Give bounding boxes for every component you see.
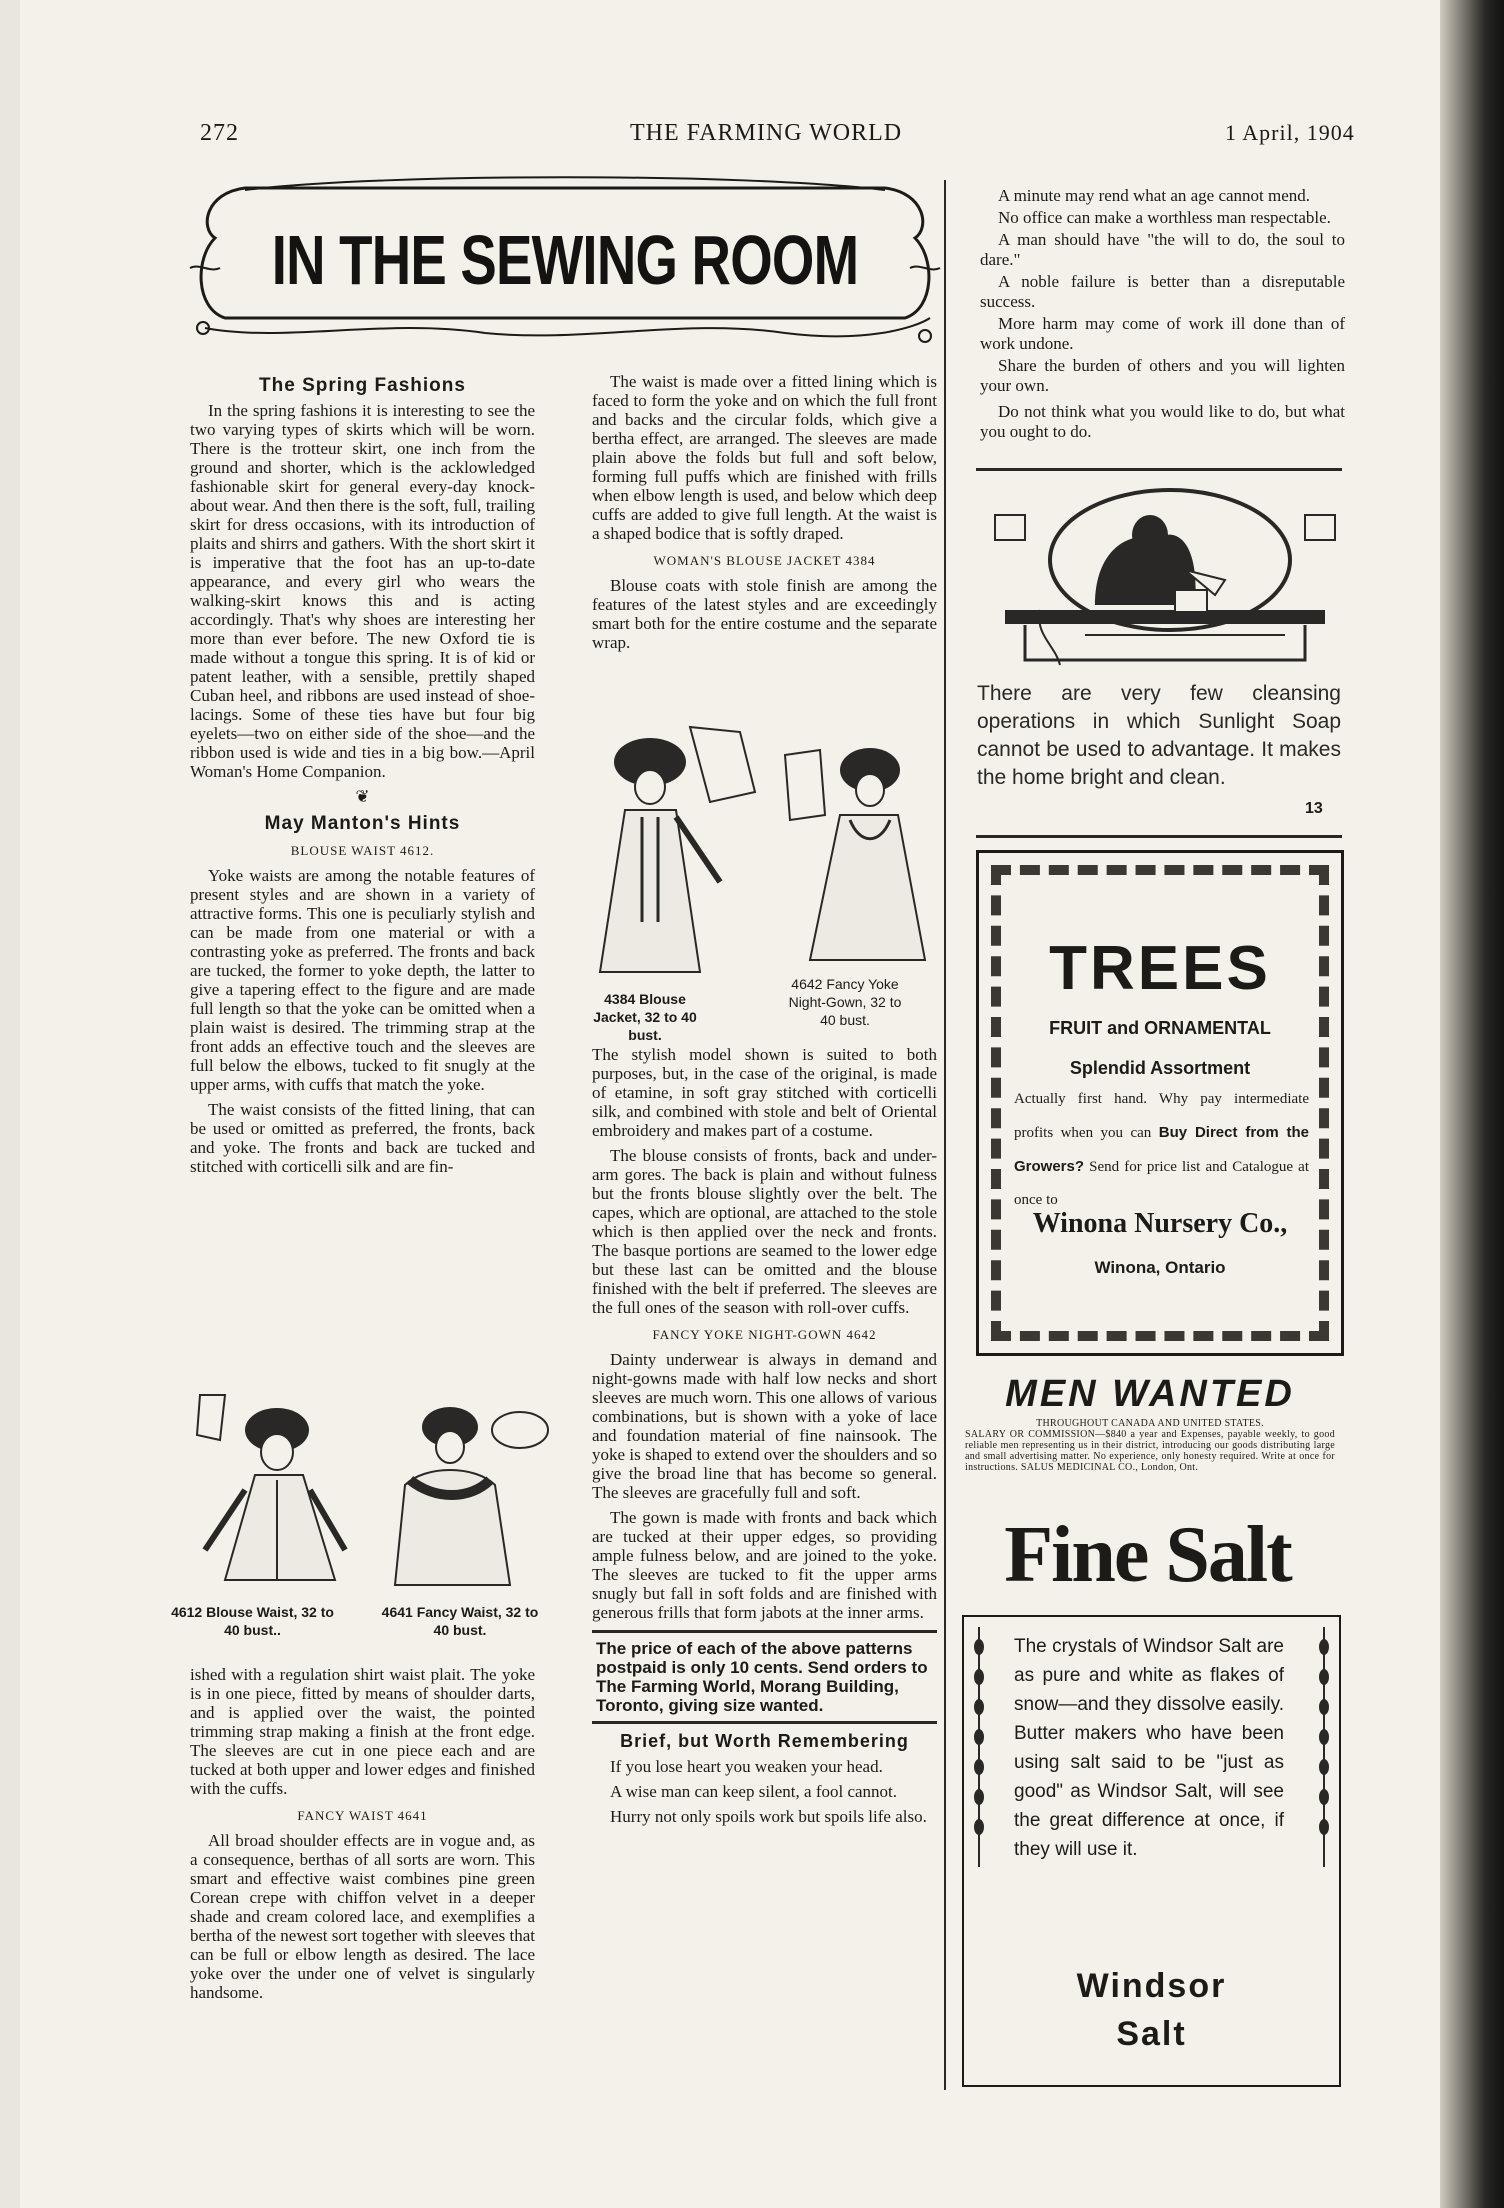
maxim: More harm may come of work ill done than of work undone. [980,314,1345,353]
blouse-jacket-heading: WOMAN'S BLOUSE JACKET 4384 [653,553,876,568]
notice-text: The price of each of the above patterns postpaid is only 10 cents. Send orders to The Farming World, Morang Building, Toronto, giving size wanted. [596,1639,928,1715]
jacket-p3: The blouse consists of fronts, back and under-arm gores. The back is plain and without fulness but the fronts blouse slightly over the belt. The capes, which are optional, are attached to the stole which is then applied over the neck and fronts. The basque portions are seamed to the lower edge but these last can be omitted and the blouse finished with the belt if preferred. The sleeves are the full ones of the season with roll-over cuffs. [592,1146,937,1317]
sunlight-rule [976,835,1342,838]
gown-p2: The gown is made with fronts and back which are tucked at their upper edges, so providing ample fulness below, and are joined to the yoke. The sleeves are tucked to fit the upper arms snugly but fall in soft folds and are finished with generous frills that form jabots at the inner arms. [592,1508,937,1622]
manton-heading: May Manton's Hints [264,813,461,834]
banner-title: IN THE SEWING ROOM [271,221,859,299]
jacket-p2: The stylish model shown is suited to both purposes, but, in the case of the original, is made of etamine, in soft gray stitched with corticelli silk, and combined with stole and belt of Oriental embroidery and makes part of a costume. [592,1045,937,1140]
winona-place: Winona, Ontario [1094,1258,1226,1277]
column-1-top [190,368,535,1182]
men-wanted-ad [965,1373,1335,1473]
column-2-bottom [592,1045,937,1832]
maxims-block [980,186,1345,444]
brief-item: A wise man can keep silent, a fool cannot. [610,1782,898,1801]
spring-fashions-body: In the spring fashions it is interesting to see the two varying types of skirts which will be worn. There is the trotteur skirt, one inch from the ground and shorter, which is the acklowledged fashionable skirt for general every-day knock-about wear. And then there is the soft, full, trailing skirt for dress occasions, with its introduction of plaits and shirrs and gathers. With the short skirt it is imperative that the foot has an up-to-date appearance, and every girl who wears the walking-skirt knows this and is acting accordingly. That's why shoes are interesting her more than ever before. The new Oxford tie is made without a tongue this spring. It is of kid or patent leather, with a sensible, prettily shaped Cuban heel, and ribbons are used instead of shoe-lacings. Some of these ties have but four big eyelets—two on either side of the shoe—and the ribbon used is wide and ties in a big bow.—April Woman's Home Companion. [190,401,535,781]
maxim: A noble failure is better than a disreputable success. [980,272,1345,311]
caption-4612: 4612 Blouse Waist, 32 to 40 bust.. [171,1604,334,1638]
trees-body [1014,1083,1309,1217]
men-wanted-line1: THROUGHOUT CANADA AND UNITED STATES. [1036,1418,1264,1429]
book-spine [1440,0,1504,2208]
maxim: Share the burden of others and you will lighten your own. [980,356,1345,395]
salt-brand-2: Salt [1116,2015,1187,2053]
lining-paragraph: The waist is made over a fitted lining which is faced to form the yoke and on which the full front and backs and the circular folds, which give a bertha effect, are arranged. The sleeves are made plain above the folds but full and soft below, forming full puffs which are finished with frills when elbow length is used, and below which deep cuffs are added to give full length. At the waist is a shaped bodice that is softly draped. [592,372,937,543]
brief-heading: Brief, but Worth Remembering [620,1731,909,1751]
windsor-salt-ad [962,1615,1341,2087]
blouse-waist-p2: The waist consists of the fitted lining, that can be used or omitted as preferred, the fronts, back and yoke. The fronts and back are tucked and stitched with corticelli silk and are fin- [190,1100,535,1176]
fancy-waist-heading: FANCY WAIST 4641 [297,1808,428,1823]
leaf-ornament-icon: ❦ [355,787,370,806]
brief-item: If you lose heart you weaken your head. [610,1757,883,1776]
pattern-price-notice [592,1630,937,1724]
winona-company: Winona Nursery Co., [1032,1208,1288,1239]
maxim: Do not think what you would like to do, but what you ought to do. [980,402,1345,441]
sunlight-ad-text: There are very few cleansing operations in which Sunlight Soap cannot be used to advantage. It makes the home bright and clean. [977,682,1341,789]
sunlight-mark: 13 [1305,800,1323,817]
caption-4642: 4642 Fancy Yoke Night-Gown, 32 to 40 bust. [788,976,902,1028]
fine-salt-title: Fine Salt [1004,1511,1291,1599]
trees-body-c: Send for price list and Catalogue at once to [1014,1159,1309,1208]
caption-4384: 4384 Blouse Jacket, 32 to 40 bust. [593,991,697,1043]
page-number: 272 [200,120,239,146]
fashion-illustration-4641 [385,1385,555,1605]
night-gown-heading: FANCY YOKE NIGHT-GOWN 4642 [652,1327,877,1342]
men-wanted-title: MEN WANTED [1005,1373,1295,1415]
publication-title: THE FARMING WORLD [630,120,903,146]
trees-advertisement [976,850,1344,1356]
salt-body: The crystals of Windsor Salt are as pure and white as flakes of snow—and they dissolve easily. Butter makers who have been using salt said to be "just as good" as Windsor Salt, will see the great difference at once, if they will use it. [1014,1636,1284,1860]
column-rule-right [944,180,946,2090]
right-ornament-icon [1314,1627,1334,1867]
fashion-illustration-4642 [780,735,930,970]
blouse-waist-p3: ished with a regulation shirt waist plait. The yoke is in one piece, fitted by means of shoulder darts, and is applied over the waist, the pointed trimming strap making a finish at the front edge. The sleeves are cut in one piece each and are tucked at both upper and lower edges and finished with the cuffs. [190,1665,535,1798]
men-wanted-body: SALARY OR COMMISSION—$840 a year and Expenses, payable weekly, to good reliable men representing us in their district, introducing our goods distributing large and small advertising matter. No experience, only honesty required. Write at once for instructions. SALUS MEDICINAL CO., London, Ont. [965,1429,1335,1473]
blouse-waist-p1: Yoke waists are among the notable features of present styles and are shown in a variety of attractive forms. This one is peculiarly stylish and can be made from one material or with a contrasting yoke as preferred. The fronts and back are tucked, the former to yoke depth, the latter to give a tapering effect to the figure and are made full length so that the yoke can be omitted when a plain waist is desired. The trimming strap at the front adds an effective touch and the sleeves are full below the elbows, tucked to fit snugly at the upper arms, with cuffs that match the yoke. [190,866,535,1094]
caption-4641: 4641 Fancy Waist, 32 to 40 bust. [381,1604,539,1638]
column-1-bottom [190,1665,535,2008]
fancy-waist-body: All broad shoulder effects are in vogue and, as a consequence, berthas of all sorts are worn. This smart and effective waist combines pine green Corean crepe with chiffon velvet in a deeper shade and cream colored lace, and exemplifies a bertha of the newest sort together with sleeves that can be full or elbow length as desired. The lace yoke over the under one of velvet is singularly handsome. [190,1831,535,2002]
column-2-top [592,372,937,658]
trees-line2: Splendid Assortment [1069,1058,1251,1078]
gown-p1: Dainty underwear is always in demand and night-gowns made with half low necks and short sleeves are much worn. This one allows of various combinations, but is shown with a yoke of lace and foundation material of fine nainsook. The yoke is shaped to extend over the shoulders and so give the broad line that has become so general. The sleeves are gracefully full and soft. [592,1350,937,1502]
spring-fashions-heading: The Spring Fashions [259,375,466,396]
maxim: A man should have "the will to do, the soul to dare." [980,230,1345,269]
maxim: No office can make a worthless man respectable. [998,208,1331,227]
brief-item: Hurry not only spoils work but spoils life also. [610,1807,927,1826]
trees-title: TREES [1049,934,1271,1003]
trees-body-a: Actually first hand. Why pay intermediate profits when you can [1014,1091,1309,1141]
blouse-waist-heading: BLOUSE WAIST 4612. [290,843,435,858]
issue-date: 1 April, 1904 [1225,120,1355,145]
jacket-p1: Blouse coats with stole finish are among the features of the latest styles and are exceedingly smart both for the entire costume and the separate wrap. [592,576,937,652]
left-ornament-icon [969,1627,989,1867]
trees-body-b: Buy Direct from the Growers? [1014,1124,1310,1175]
maxims-rule [976,468,1342,471]
fashion-illustration-4384 [580,722,760,987]
trees-line1: FRUIT and ORNAMENTAL [1049,1018,1271,1038]
salt-brand-1: Windsor [1076,1967,1227,2005]
sewing-room-banner [185,168,945,353]
maxim: A minute may rend what an age cannot mend. [998,186,1311,205]
fashion-illustration-4612 [185,1380,355,1605]
sunlight-soap-illustration [985,485,1345,675]
